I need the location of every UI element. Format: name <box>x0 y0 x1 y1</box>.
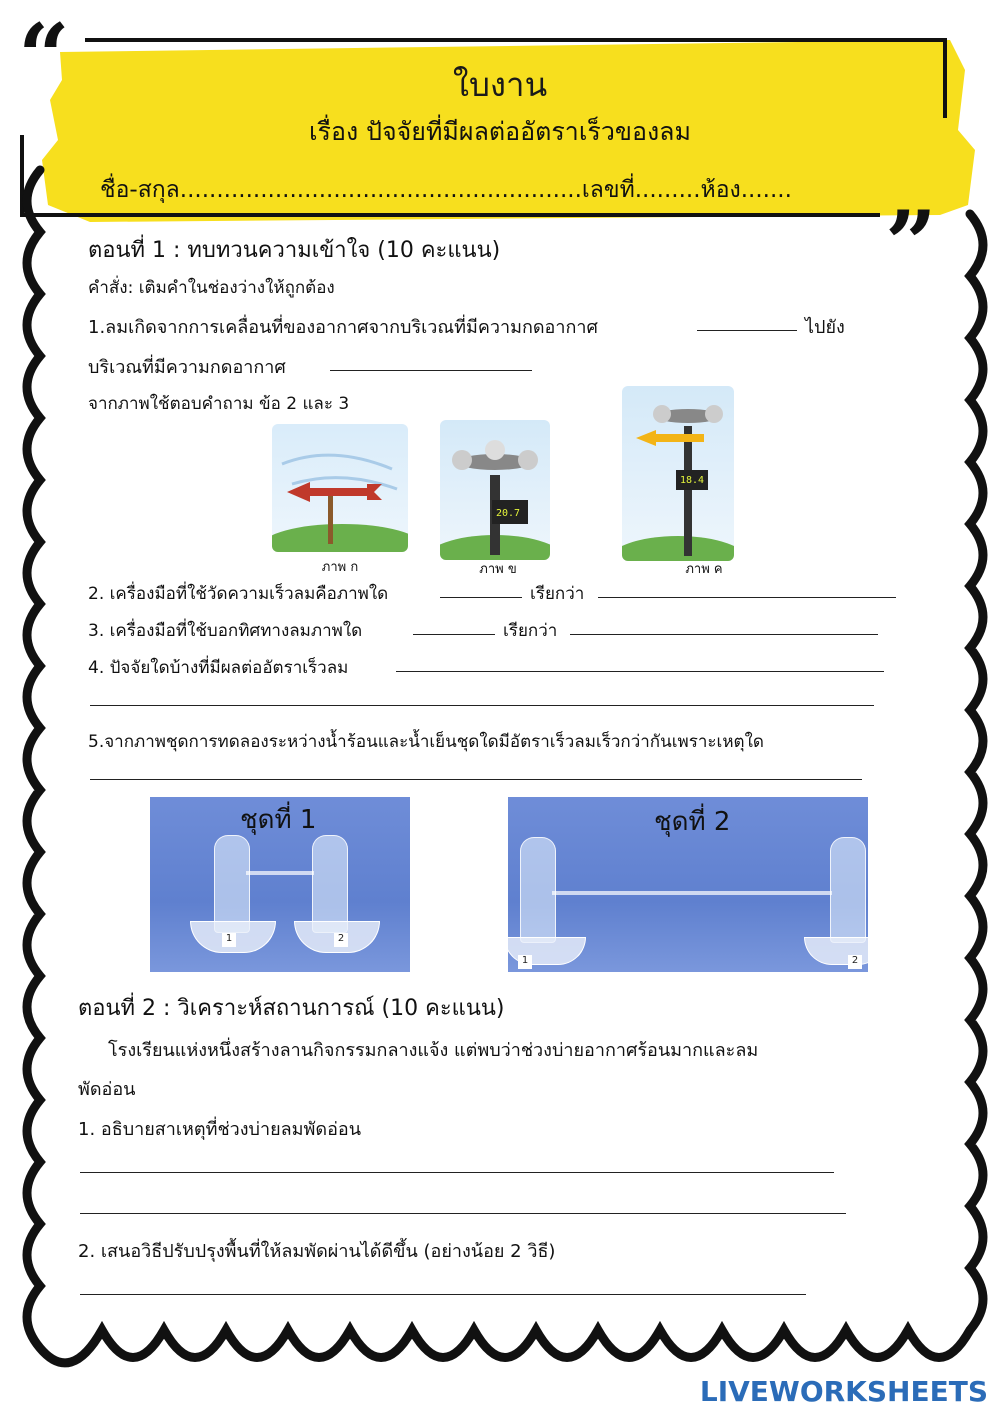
answer-blank-5[interactable] <box>90 779 862 780</box>
bottle-right <box>830 837 866 943</box>
caption-c: ภาพ ค <box>685 562 723 577</box>
answer-blank-1a[interactable] <box>697 330 797 331</box>
question-2-mid: เรียกว่า <box>530 584 585 604</box>
question-2: 2. เครื่องมือที่ใช้วัดความเร็วลมคือภาพใด <box>88 584 389 604</box>
svg-text:”: ” <box>885 191 937 297</box>
image-note: จากภาพใช้ตอบคำถาม ข้อ 2 และ 3 <box>88 394 350 414</box>
worksheet-subtitle: เรื่อง ปัจจัยที่มีผลต่ออัตราเร็วของลม <box>309 117 691 146</box>
answer-blank-3a[interactable] <box>413 634 495 635</box>
readout-b: 20.7 <box>496 508 521 519</box>
answer-blank-1b[interactable] <box>330 370 532 371</box>
part2-answer-1a[interactable] <box>80 1172 834 1173</box>
bottle-right <box>312 835 348 933</box>
answer-blank-3b[interactable] <box>570 634 878 635</box>
answer-blank-2b[interactable] <box>598 597 896 598</box>
readout-c: 18.4 <box>680 475 705 486</box>
wind-vane-image <box>272 424 408 552</box>
answer-blank-4b[interactable] <box>90 705 874 706</box>
tag-2: 2 <box>848 955 862 969</box>
liveworksheets-logo: LIVEWORKSHEETS <box>699 1375 988 1408</box>
anemometer-vane-image-c <box>622 386 734 561</box>
part1-instruction: คำสั่ง: เติมคำในช่องว่างให้ถูกต้อง <box>88 278 335 298</box>
question-1b: บริเวณที่มีความกดอากาศ <box>88 357 286 378</box>
bottle-left <box>214 835 250 933</box>
answer-blank-2a[interactable] <box>440 597 522 598</box>
caption-a: ภาพ ก <box>321 560 359 575</box>
question-1a: 1.ลมเกิดจากการเคลื่อนที่ของอากาศจากบริเวณที่มีความกดอากาศ <box>88 317 598 338</box>
part2-answer-2[interactable] <box>80 1294 806 1295</box>
svg-text:“: “ <box>18 4 70 110</box>
question-1a-end: ไปยัง <box>805 317 845 338</box>
connecting-tube <box>552 891 832 895</box>
scenario-line-2: พัดอ่อน <box>78 1079 136 1100</box>
part2-heading: ตอนที่ 2 : วิเคราะห์สถานการณ์ (10 คะแนน) <box>78 996 505 1021</box>
connecting-tube <box>246 871 314 875</box>
tag-2: 2 <box>334 933 348 947</box>
worksheet-title: ใบงาน <box>452 65 548 104</box>
experiment-set2-photo <box>508 797 868 972</box>
caption-b: ภาพ ข <box>479 562 517 577</box>
tag-1: 1 <box>222 933 236 947</box>
question-5: 5.จากภาพชุดการทดลองระหว่างน้ำร้อนและน้ำเย็นชุดใดมีอัตราเร็วลมเร็วกว่ากันเพราะเหตุใด <box>88 732 764 752</box>
part2-question-1: 1. อธิบายสาเหตุที่ช่วงบ่ายลมพัดอ่อน <box>78 1119 362 1140</box>
set1-label: ชุดที่ 1 <box>240 805 317 835</box>
set2-label: ชุดที่ 2 <box>654 807 731 837</box>
scenario-line-1: โรงเรียนแห่งหนึ่งสร้างลานกิจกรรมกลางแจ้ง แต่พบว่าช่วงบ่ายอากาศร้อนมากและลม <box>108 1040 759 1061</box>
experiment-set1-photo <box>150 797 410 972</box>
question-4: 4. ปัจจัยใดบ้างที่มีผลต่ออัตราเร็วลม <box>88 658 349 678</box>
question-3-mid: เรียกว่า <box>503 621 558 641</box>
tag-1: 1 <box>518 955 532 969</box>
question-3: 3. เครื่องมือที่ใช้บอกทิศทางลมภาพใด <box>88 621 363 641</box>
bottle-left <box>520 837 556 943</box>
anemometer-image-b <box>440 420 550 560</box>
answer-blank-4a[interactable] <box>396 671 884 672</box>
part2-answer-1b[interactable] <box>80 1213 846 1214</box>
name-number-room-line[interactable]: ชื่อ-สกุล.......................................................เลขที่.........ห้อง....... <box>100 177 792 203</box>
part2-question-2: 2. เสนอวิธีปรับปรุงพื้นที่ให้ลมพัดผ่านได้ดีขึ้น (อย่างน้อย 2 วิธี) <box>78 1241 556 1262</box>
part1-heading: ตอนที่ 1 : ทบทวนความเข้าใจ (10 คะแนน) <box>88 238 501 263</box>
